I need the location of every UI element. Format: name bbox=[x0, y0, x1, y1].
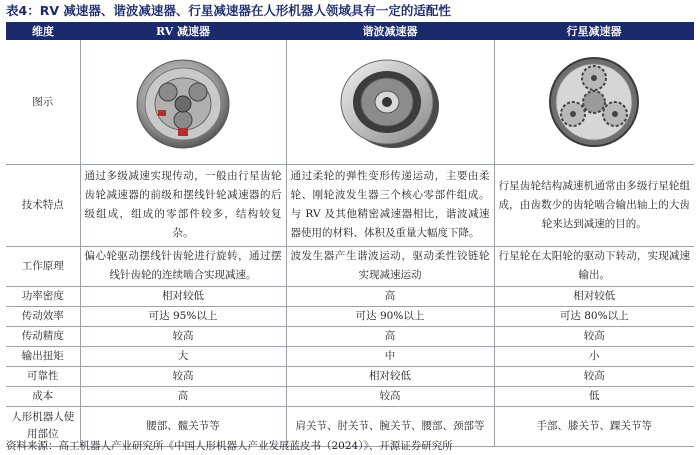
table-row bbox=[6, 326, 694, 346]
harmonic-cell: 可达 90%以上 bbox=[286, 306, 494, 326]
row-label: 功率密度 bbox=[6, 286, 80, 306]
planetary-reducer-image bbox=[544, 52, 644, 152]
table-row bbox=[6, 286, 694, 306]
rv-reducer-image-cell bbox=[80, 40, 286, 164]
planetary-cell: 手部、膝关节、踝关节等 bbox=[494, 406, 694, 446]
table-row bbox=[6, 346, 694, 366]
harmonic-cell: 较高 bbox=[286, 386, 494, 406]
harmonic-cell: 肩关节、肘关节、腕关节、腰部、颈部等 bbox=[286, 406, 494, 446]
header-rv: RV 减速器 bbox=[80, 22, 286, 40]
table-row bbox=[6, 366, 694, 386]
row-label: 成本 bbox=[6, 386, 80, 406]
harmonic-cell: 相对较低 bbox=[286, 366, 494, 386]
harmonic-tech-cell: 通过柔轮的弹性变形传递运动，主要由柔轮、刚轮波发生器三个核心零部件组成。与 RV 及其他精密减速器相比，谐波减速器使用的材料、体积及重量大幅度下降。 bbox=[286, 164, 494, 246]
harmonic-cell: 中 bbox=[286, 346, 494, 366]
row-label-tech: 技术特点 bbox=[6, 164, 80, 246]
table-row bbox=[6, 306, 694, 326]
row-label-image: 图示 bbox=[6, 40, 80, 164]
row-label: 输出扭矩 bbox=[6, 346, 80, 366]
planetary-cell: 相对较低 bbox=[494, 286, 694, 306]
rv-reducer-image bbox=[128, 52, 238, 152]
row-label: 传动精度 bbox=[6, 326, 80, 346]
planetary-cell: 低 bbox=[494, 386, 694, 406]
rv-cell: 大 bbox=[80, 346, 286, 366]
planetary-cell: 较高 bbox=[494, 366, 694, 386]
principle-row bbox=[6, 246, 694, 286]
table-title: 表4：RV 减速器、谐波减速器、行星减速器在人形机器人领域具有一定的适配性 bbox=[6, 3, 451, 18]
rv-principle-cell: 偏心轮驱动摆线针齿轮进行旋转，通过摆线针齿轮的连续啮合实现减速。 bbox=[80, 246, 286, 286]
rv-cell: 可达 95%以上 bbox=[80, 306, 286, 326]
planetary-cell: 可达 80%以上 bbox=[494, 306, 694, 326]
planetary-reducer-image-cell bbox=[494, 40, 694, 164]
harmonic-cell: 高 bbox=[286, 326, 494, 346]
harmonic-reducer-image-cell bbox=[286, 40, 494, 164]
rv-cell: 腰部、髋关节等 bbox=[80, 406, 286, 446]
source-note: 资料来源：高工机器人产业研究所《中国人形机器人产业发展蓝皮书（2024）》、开源证券研究所 bbox=[6, 440, 453, 452]
rv-cell: 较高 bbox=[80, 326, 286, 346]
rv-cell: 较高 bbox=[80, 366, 286, 386]
tech-row bbox=[6, 164, 694, 246]
planetary-cell: 小 bbox=[494, 346, 694, 366]
table-row bbox=[6, 386, 694, 406]
header-harmonic: 谐波减速器 bbox=[286, 22, 494, 40]
harmonic-reducer-image bbox=[325, 52, 455, 152]
planetary-principle-cell: 行星轮在太阳轮的驱动下转动，实现减速输出。 bbox=[494, 246, 694, 286]
rv-cell: 相对较低 bbox=[80, 286, 286, 306]
header-row bbox=[6, 22, 694, 40]
planetary-cell: 较高 bbox=[494, 326, 694, 346]
row-label: 人形机器人使用部位 bbox=[6, 406, 80, 446]
header-planetary: 行星减速器 bbox=[494, 22, 694, 40]
harmonic-cell: 高 bbox=[286, 286, 494, 306]
harmonic-principle-cell: 波发生器产生谐波运动，驱动柔性铰链轮实现减速运动 bbox=[286, 246, 494, 286]
planetary-tech-cell: 行星齿轮结构减速机通常由多级行星轮组成，由齿数少的齿轮啮合输出轴上的大齿轮来达到减速的目的。 bbox=[494, 164, 694, 246]
rv-cell: 高 bbox=[80, 386, 286, 406]
row-label: 传动效率 bbox=[6, 306, 80, 326]
comparison-table bbox=[6, 22, 694, 447]
image-row bbox=[6, 40, 694, 164]
header-dimension: 维度 bbox=[6, 22, 80, 40]
row-label-principle: 工作原理 bbox=[6, 246, 80, 286]
row-label: 可靠性 bbox=[6, 366, 80, 386]
rv-tech-cell: 通过多级减速实现传动，一般由行星齿轮齿轮减速器的前级和摆线针轮减速器的后级组成，组成的零部件较多，结构较复杂。 bbox=[80, 164, 286, 246]
